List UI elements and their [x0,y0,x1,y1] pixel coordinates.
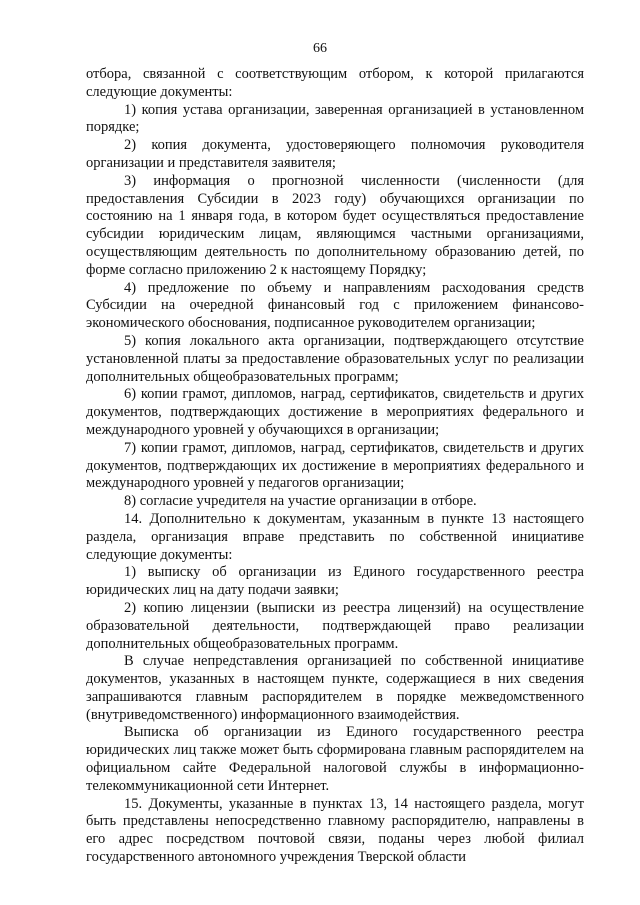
paragraph: отбора, связанной с соответствующим отбором, к которой прилагаются следующие документы: [86,66,584,100]
page-number: 66 [313,41,327,56]
paragraph: В случае непредставления организацией по собственной инициативе документов, указанных в настоящем пункте, содержащиеся в них сведения запрашиваются главным распорядителем в порядке межведомственного (внутриведомственного) информационного взаимодействия. [86,653,584,723]
paragraph: 1) копия устава организации, заверенная организацией в установленном порядке; [86,101,584,136]
document-body [86,66,584,867]
paragraph: 7) копии грамот, дипломов, наград, сертификатов, свидетельств и других документов, подтверждающих их достижение в мероприятиях федерального и международного уровней у педагогов организации; [86,439,584,492]
paragraph: 15. Документы, указанные в пунктах 13, 14 настоящего раздела, могут быть представлены непосредственно главному распорядителю, направлены в его адрес посредством почтовой связи, поданы через любой филиал государственного автономного учреждения Тверской области [86,795,584,866]
paragraph: 3) информация о прогнозной численности (численности (для предоставления Субсидии в 2023 году) обучающихся организации по состоянию на 1 января года, в котором будет осуществляться предоставление субсидии юридическим лицам, являющимся частными организациями, осуществляющим деятельность по дополнительному образованию детей, по форме согласно приложению 2 к настоящему Порядку; [86,172,584,278]
paragraph: 2) копия документа, удостоверяющего полномочия руководителя организации и представителя заявителя; [86,137,584,171]
paragraph: 8) согласие учредителя на участие организации в отборе. [124,493,477,510]
paragraph: 6) копии грамот, дипломов, наград, сертификатов, свидетельств и других документов, подтверждающих достижение в мероприятиях федерального и международного уровней у обучающихся в организации; [86,386,584,438]
paragraph: 14. Дополнительно к документам, указанным в пункте 13 настоящего раздела, организация вправе представить по собственной инициативе следующие документы: [86,510,584,563]
paragraph: 4) предложение по объему и направлениям расходования средств Субсидии на очередной финансовый год с приложением финансово-экономического обоснования, подписанное руководителем организации; [86,279,584,332]
paragraph: 2) копию лицензии (выписки из реестра лицензий) на осуществление образовательной деятельности, подтверждающей право реализации дополнительных общеобразовательных программ. [86,599,584,652]
paragraph: Выписка об организации из Единого государственного реестра юридических лиц также может быть сформирована главным распорядителем на официальном сайте Федеральной налоговой службы в информационно-телекоммуникационной сети Интернет. [86,724,584,794]
paragraph: 1) выписку об организации из Единого государственного реестра юридических лиц на дату подачи заявки; [86,564,584,599]
paragraph: 5) копия локального акта организации, подтверждающего отсутствие установленной платы за предоставление образовательных услуг по реализации дополнительных общеобразовательных программ; [86,332,584,385]
